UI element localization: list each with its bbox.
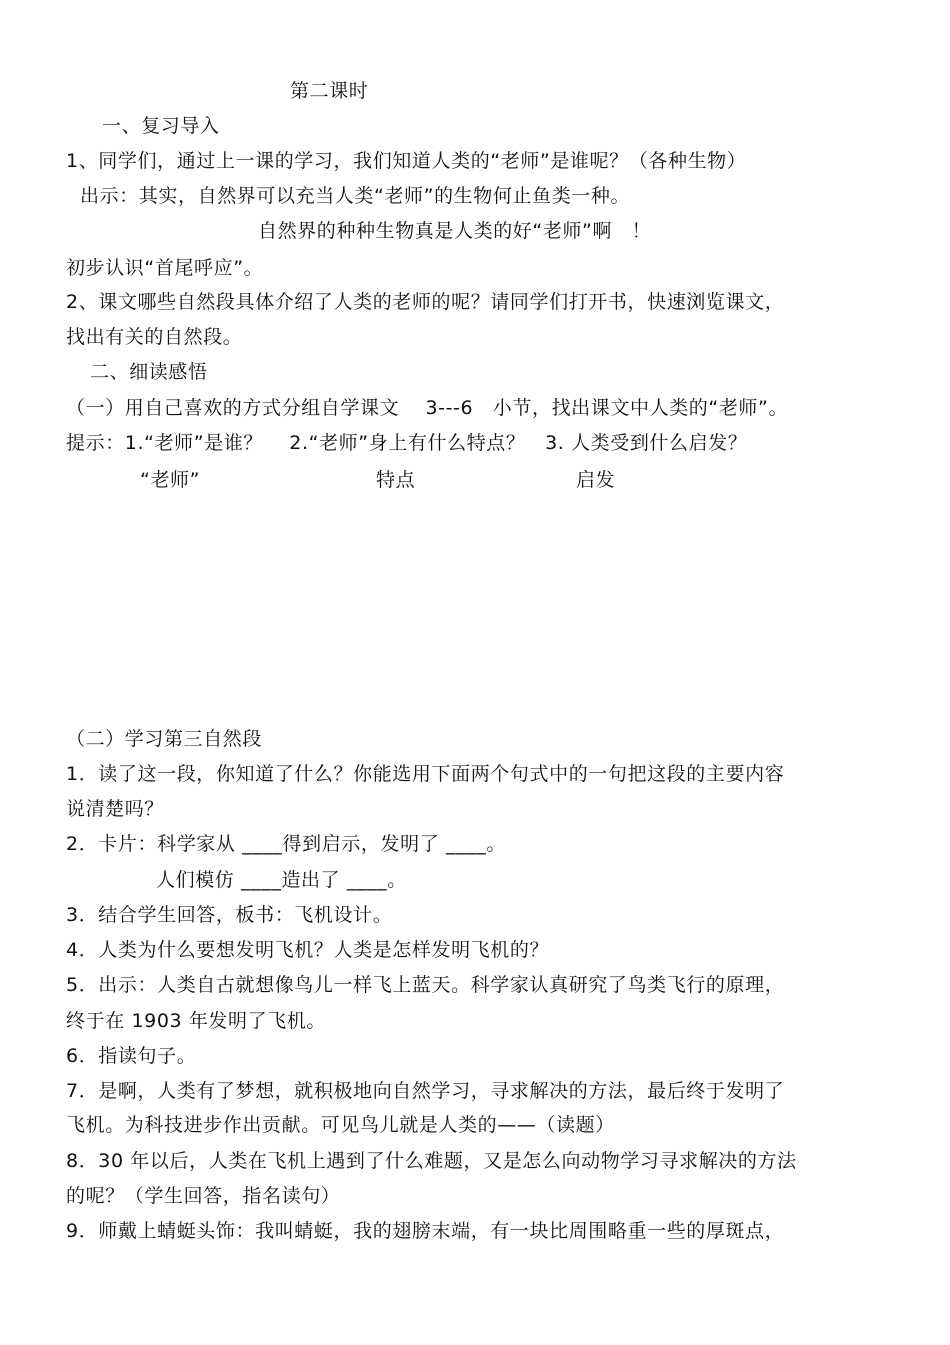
paragraph-part2: （二）学习第三自然段 [66,728,263,750]
table-header-feature: 特点 [376,469,416,491]
paragraph-part1: （一）用自己喜欢的方式分组自学课文 3---6 小节，找出课文中人类的“老师”。 [66,397,789,419]
item9: 9．师戴上蜻蜓头饰：我叫蜻蜓，我的翅膀末端，有一块比周围略重一些的厚斑点， [66,1220,785,1242]
item2-line1: 2．卡片：科学家从 ____得到启示，发明了 ____。 [66,833,506,855]
paragraph-echo: 初步认识“首尾呼应”。 [66,257,264,279]
item3: 3．结合学生回答，板书：飞机设计。 [66,904,393,926]
paragraph-show: 出示：其实，自然界可以充当人类“老师”的生物何止鱼类一种。 [80,185,631,207]
paragraph-show-cont: 自然界的种种生物真是人类的好“老师”啊 ！ [258,220,652,242]
item7-line1: 7．是啊，人类有了梦想，就积极地向自然学习，寻求解决的方法，最后终于发明了 [66,1080,785,1102]
paragraph-hint: 提示：1.“老师”是谁？ 2.“老师”身上有什么特点？ 3. 人类受到什么启发？ [66,432,748,454]
lesson-title: 第二课时 [290,80,369,102]
item5-line1: 5．出示：人类自古就想像鸟儿一样飞上蓝天。科学家认真研究了鸟类飞行的原理， [66,974,785,996]
paragraph-q2-line1: 2、课文哪些自然段具体介绍了人类的老师的呢？请同学们打开书，快速浏览课文， [66,291,785,313]
item7-line2: 飞机。为科技进步作出贡献。可见鸟儿就是人类的——（读题） [66,1114,615,1136]
table-header-inspiration: 启发 [576,469,616,491]
item2-line2: 人们模仿 ____造出了 ____。 [156,869,407,891]
section-heading-review: 一、复习导入 [102,115,220,137]
section-heading-read: 二、细读感悟 [90,361,208,383]
item8-line1: 8．30 年以后，人类在飞机上遇到了什么难题，又是怎么向动物学习寻求解决的方法 [66,1150,797,1172]
item5-line2: 终于在 1903 年发明了飞机。 [66,1010,327,1032]
item8-line2: 的呢？（学生回答，指名读句） [66,1185,341,1207]
table-header-teacher: “老师” [140,469,201,491]
paragraph-q1: 1、同学们，通过上一课的学习，我们知道人类的“老师”是谁呢？（各种生物） [66,150,747,172]
item1-line2: 说清楚吗？ [66,798,165,820]
item6: 6．指读句子。 [66,1045,197,1067]
item1-line1: 1．读了这一段，你知道了什么？你能选用下面两个句式中的一句把这段的主要内容 [66,763,785,785]
item4: 4．人类为什么要想发明飞机？人类是怎样发明飞机的？ [66,939,550,961]
paragraph-q2-line2: 找出有关的自然段。 [66,326,243,348]
